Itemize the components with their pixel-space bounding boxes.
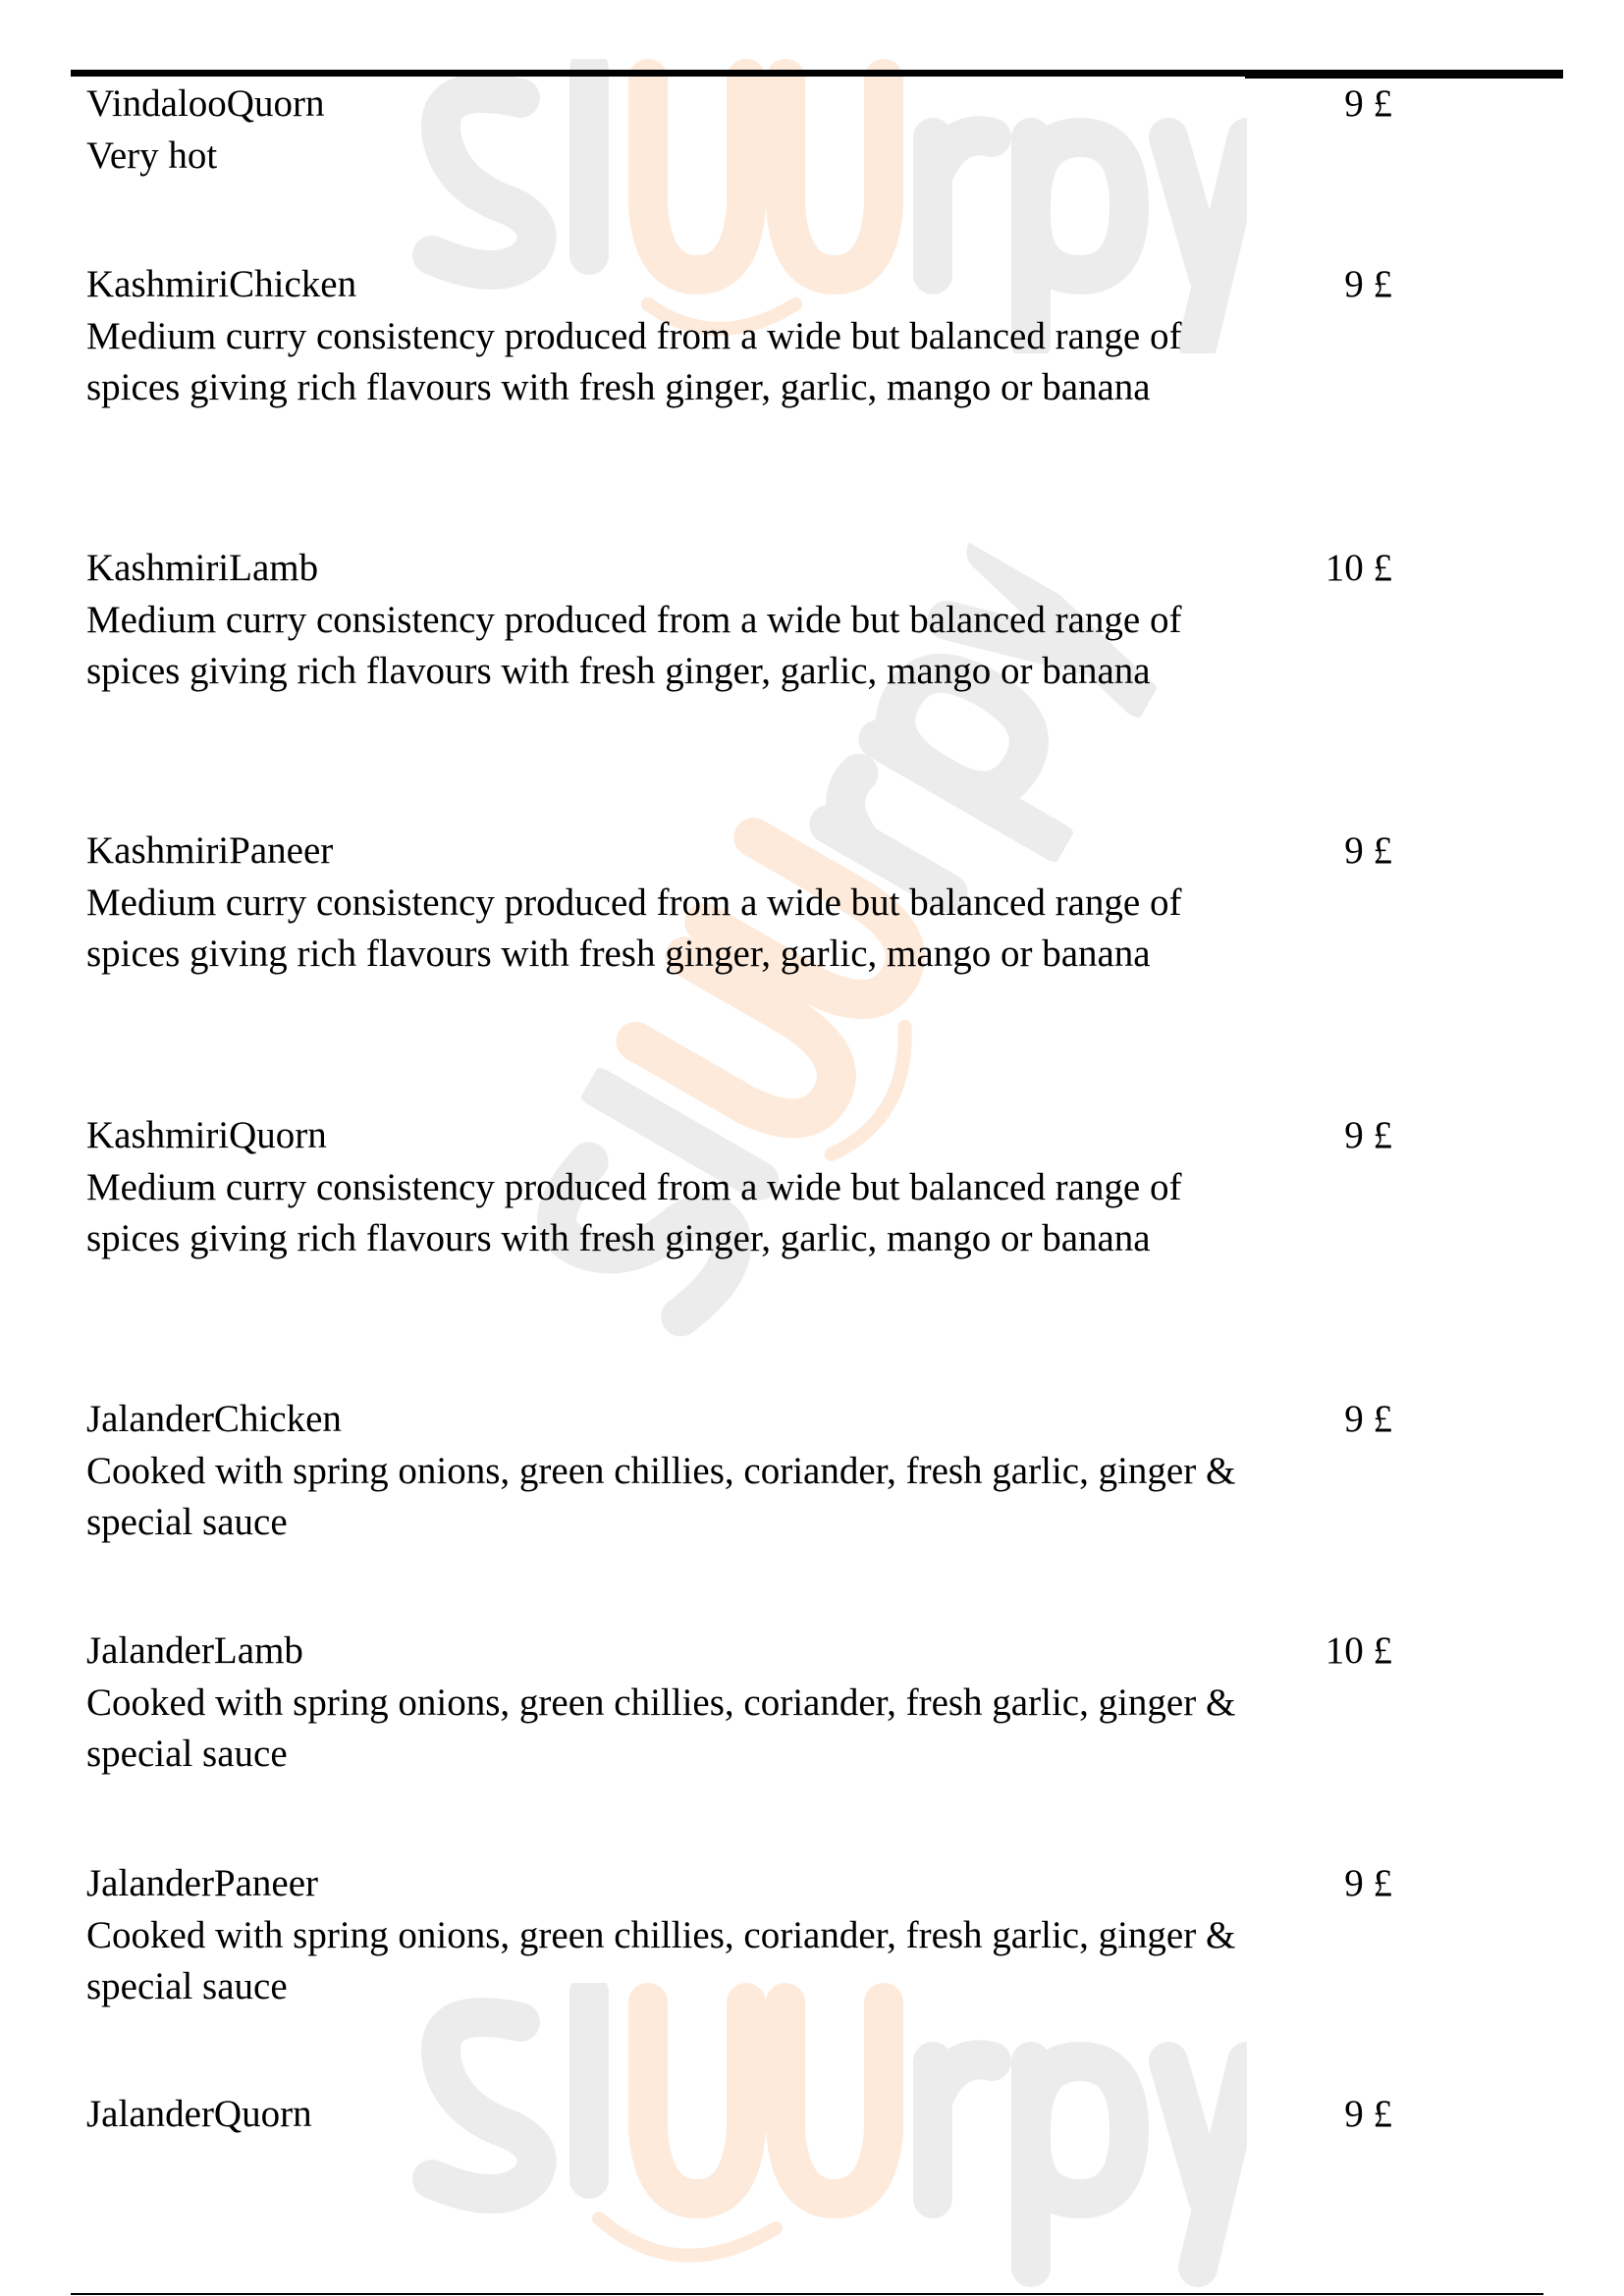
item-name: KashmiriChicken <box>86 263 357 305</box>
item-description: Very hot <box>86 133 218 177</box>
top-divider-right <box>1245 70 1563 79</box>
item-price: 9 £ <box>1344 263 1392 305</box>
item-description: Medium curry consistency produced from a wide but balanced range of spices giving rich flavours with fresh ginger, garlic, mango or banana <box>86 314 1182 408</box>
top-divider <box>71 70 1245 77</box>
item-name: JalanderLamb <box>86 1629 303 1672</box>
item-name: JalanderPaneer <box>86 1862 319 1904</box>
item-description: Cooked with spring onions, green chillies, coriander, fresh garlic, ginger & special sauce <box>86 1913 1236 2007</box>
item-description: Medium curry consistency produced from a wide but balanced range of spices giving rich flavours with fresh ginger, garlic, mango or banana <box>86 1165 1182 1259</box>
menu-item <box>86 1394 1392 1549</box>
item-price: 9 £ <box>1344 829 1392 872</box>
item-description: Medium curry consistency produced from a wide but balanced range of spices giving rich flavours with fresh ginger, garlic, mango or banana <box>86 598 1182 692</box>
item-price: 9 £ <box>1344 2093 1392 2135</box>
item-name: KashmiriPaneer <box>86 829 334 872</box>
menu-item <box>86 259 1392 414</box>
item-description: Cooked with spring onions, green chillies, coriander, fresh garlic, ginger & special sauce <box>86 1449 1236 1543</box>
menu-item <box>86 79 1392 182</box>
item-name: VindalooQuorn <box>86 82 325 125</box>
bottom-divider <box>71 2293 1543 2295</box>
item-description: Cooked with spring onions, green chillies, coriander, fresh garlic, ginger & special sauce <box>86 1681 1236 1775</box>
item-price: 9 £ <box>1344 82 1392 125</box>
item-name: KashmiriLamb <box>86 547 319 589</box>
menu-item <box>86 1626 1392 1781</box>
item-price: 10 £ <box>1325 1629 1392 1672</box>
item-description: Medium curry consistency produced from a wide but balanced range of spices giving rich flavours with fresh ginger, garlic, mango or banana <box>86 881 1182 975</box>
menu-item <box>86 2089 1392 2141</box>
item-name: JalanderChicken <box>86 1398 342 1440</box>
menu-item <box>86 1858 1392 2013</box>
item-name: KashmiriQuorn <box>86 1114 327 1156</box>
item-price: 10 £ <box>1325 547 1392 589</box>
item-price: 9 £ <box>1344 1114 1392 1156</box>
item-price: 9 £ <box>1344 1862 1392 1904</box>
menu-item <box>86 543 1392 698</box>
menu-item <box>86 1110 1392 1265</box>
item-price: 9 £ <box>1344 1398 1392 1440</box>
menu-item <box>86 826 1392 981</box>
item-name: JalanderQuorn <box>86 2093 312 2135</box>
